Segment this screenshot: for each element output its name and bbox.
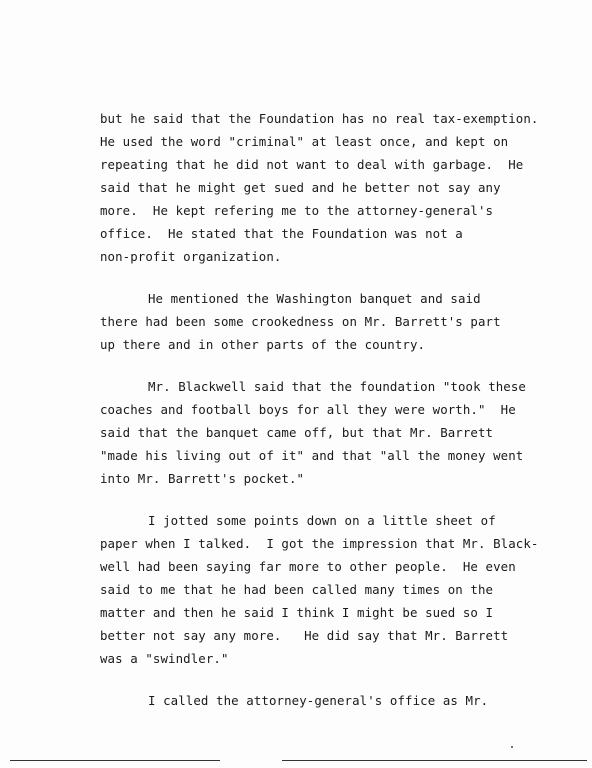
bottom-rule-right [282,760,587,761]
text-line: paper when I talked. I got the impression that Mr. Black- [100,536,539,551]
text-line: said to me that he had been called many times on the [100,582,494,597]
text-line: non-profit organization. [100,249,282,264]
scan-speck [511,746,513,748]
text-line: said that he might get sued and he better not say any [100,180,501,195]
text-line: matter and then he said I think I might be sued so I [100,605,494,620]
text-line: there had been some crookedness on Mr. Barrett's part [100,314,501,329]
text-line: I called the attorney-general's office as Mr. [148,693,489,708]
text-line: into Mr. Barrett's pocket." [100,471,305,486]
paragraph [100,107,539,268]
text-line: coaches and football boys for all they were worth." He [100,402,516,417]
text-line: more. He kept refering me to the attorney-general's [100,203,494,218]
text-line: He used the word "criminal" at least once, and kept on [100,134,509,149]
text-line: up there and in other parts of the country. [100,337,426,352]
text-line: better not say any more. He did say that Mr. Barrett [100,628,509,643]
paragraph [100,375,526,490]
text-line: said that the banquet came off, but that Mr. Barrett [100,425,494,440]
text-line: I jotted some points down on a little sheet of [148,513,496,528]
text-line: Mr. Blackwell said that the foundation "took these [148,379,526,394]
text-line: repeating that he did not want to deal with garbage. He [100,157,524,172]
paragraph [100,509,539,670]
paragraph [100,287,520,356]
text-line: office. He stated that the Foundation was not a [100,226,463,241]
document-body [100,107,539,731]
text-line: well had been saying far more to other people. He even [100,559,516,574]
text-line: "made his living out of it" and that "all the money went [100,448,524,463]
bottom-rule-left [10,760,220,761]
text-line: but he said that the Foundation has no real tax-exemption. [100,111,539,126]
text-line: He mentioned the Washington banquet and said [148,291,481,306]
text-line: was a "swindler." [100,651,229,666]
paragraph [100,689,520,712]
